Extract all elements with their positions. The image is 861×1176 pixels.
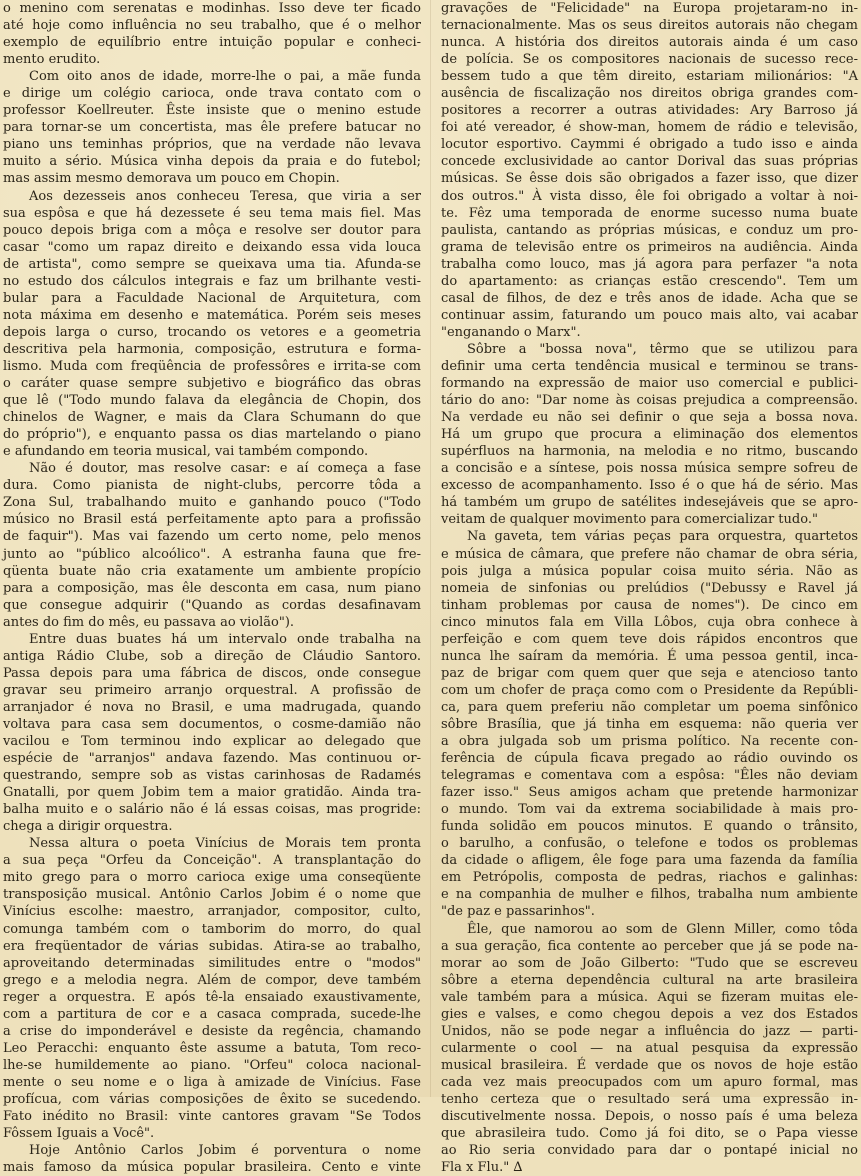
text-line: morar ao som de João Gilberto: "Tudo que se escreveu bbox=[441, 955, 858, 971]
text-line: Sôbre a "bossa nova", têrmo que se utilizou para bbox=[467, 341, 858, 357]
text-line: arranjador é nova no Brasil, e uma madrugada, quando bbox=[3, 699, 421, 715]
text-line: concede exclusividade ao cantor Dorival das suas próprias bbox=[441, 154, 858, 170]
text-line: e música de câmara, que prefere não chamar de obra séria, bbox=[441, 546, 858, 562]
text-line: antes do fim do mês, eu passava ao violão"). bbox=[3, 614, 295, 630]
text-line: ausência de fiscalização nos direitos obriga grandes com- bbox=[441, 86, 858, 102]
text-line: questrando, sempre sob as vistas carinhosas de Radamés bbox=[3, 768, 421, 784]
text-line: a crise do imponderável e desiste da regência, chamando bbox=[3, 1023, 421, 1039]
text-line: exemplo de equilíbrio entre intuição popular e conheci- bbox=[3, 35, 421, 51]
text-line: musical brasileira. É verdade que os novos de hoje estão bbox=[441, 1057, 858, 1073]
text-line: chega a dirigir orquestra. bbox=[3, 819, 173, 835]
text-line: perfeição e com quem teve dois rápidos encontros que bbox=[441, 631, 858, 647]
text-line: formando na expressão de maior uso comercial e publici- bbox=[441, 376, 858, 392]
text-line: Passa depois para uma fábrica de discos, onde consegue bbox=[3, 665, 421, 681]
text-line: para a composição, mas êle desconta em casa, num piano bbox=[3, 580, 421, 596]
text-line: Fato inédito no Brasil: vinte cantores gravam "Se Todos bbox=[3, 1109, 421, 1125]
text-line: Fôssem Iguais a Você". bbox=[3, 1126, 155, 1142]
text-line: bessem tudo a que têm direito, estariam milionários: "A bbox=[441, 69, 858, 85]
text-line: qüenta buate não cria exatamente um ambiente propício bbox=[3, 563, 421, 579]
text-line: Hoje Antônio Carlos Jobim é porventura o nome bbox=[29, 1143, 421, 1159]
text-line: mento erudito. bbox=[3, 52, 101, 68]
text-line: Gnatalli, por quem Jobim tem a maior gratidão. Ainda tra- bbox=[3, 785, 421, 801]
text-line: no estudo dos cálculos integrais e faz um brilhante vesti- bbox=[3, 273, 421, 289]
text-line: comunga também com o tamborim do morro, do qual bbox=[3, 921, 421, 937]
text-line: vale também para a música. Aqui se fizeram muitas ele- bbox=[441, 989, 858, 1005]
text-line: cada vez mais preocupados com um apuro formal, mas bbox=[441, 1074, 858, 1090]
text-line: descritiva pela harmonia, composição, estrutura e forma- bbox=[3, 341, 421, 357]
text-line: gravar seu primeiro arranjo orquestral. A profissão de bbox=[3, 682, 421, 698]
text-line: pouco depois briga com a môça e resolve ser doutor para bbox=[3, 222, 421, 238]
text-line: lismo. Muda com freqüência de professôres e irrita-se com bbox=[3, 358, 421, 374]
text-line: junto ao "público alcoólico". A estranha fauna que fre- bbox=[3, 546, 421, 562]
text-line: mais famoso da música popular brasileira. Cento e vinte bbox=[3, 1160, 421, 1176]
text-line: a sua peça "Orfeu da Conceição". A transplantação do bbox=[3, 853, 421, 869]
text-line: nunca. A história dos direitos autorais ainda é um caso bbox=[441, 35, 858, 51]
text-line: depois larga o curso, trocando os vetores e a geometria bbox=[3, 324, 421, 340]
text-line: de artista", como sempre se queixava uma tia. Afunda-se bbox=[3, 256, 421, 272]
text-line: supérfluos na harmonia, na melodia e no ritmo, buscando bbox=[441, 444, 858, 460]
text-line: mente o seu nome e o liga à amizade de Vinícius. Fase bbox=[3, 1074, 421, 1090]
text-line: pois julga a música popular coisa muito séria. Não as bbox=[441, 563, 858, 579]
text-line: muito a sério. Música vinha depois da praia e do futebol; bbox=[3, 154, 421, 170]
text-line: com um chofer de praça como com o Presidente da Repúbli- bbox=[441, 682, 858, 698]
text-line: o caráter quase sempre subjetivo e biográfico das obras bbox=[3, 376, 421, 392]
text-line: discutivelmente nossa. Depois, o nosso país é uma beleza bbox=[441, 1109, 858, 1125]
text-line: tário do ano: "Dar nome às coisas prejudica a compreensão. bbox=[441, 393, 858, 409]
text-line: que consegue adquirir ("Quando as cordas desafinavam bbox=[3, 597, 421, 613]
text-line: cinco minutos fala em Villa Lôbos, cuja obra conhece à bbox=[441, 614, 858, 630]
text-line: Não é doutor, mas resolve casar: e aí começa a fase bbox=[29, 461, 421, 477]
text-line: transposição musical. Antônio Carlos Jobim é o nome que bbox=[3, 887, 421, 903]
text-line: chinelos de Wagner, e mais da Clara Schumann do que bbox=[3, 410, 421, 426]
text-line: e afundando em teoria musical, vai também compondo. bbox=[3, 444, 369, 460]
text-line: ferência de cúpula ficava pregado ao rádio ouvindo os bbox=[441, 751, 858, 767]
text-line: dura. Como pianista de night-clubs, percorre tôda a bbox=[3, 478, 421, 494]
text-line: voltava para casa sem documentos, o cosme-damião não bbox=[3, 716, 421, 732]
text-line: piano uns teminhas próprios, que na verdade não levava bbox=[3, 137, 421, 153]
text-line: com a partitura de cor e a casaca comprada, sucede-lhe bbox=[3, 1006, 421, 1022]
text-line: que lê ("Todo mundo falava da elegância de Chopin, dos bbox=[3, 393, 421, 409]
text-line: a sua geração, fica contente ao perceber que já se pode na- bbox=[441, 938, 858, 954]
text-line: profícua, com várias composições de êxito se sucedendo. bbox=[3, 1092, 421, 1107]
text-line: bular para a Faculdade Nacional de Arquitetura, com bbox=[3, 290, 421, 306]
text-line: gies e valses, e como chegou depois a vez dos Estados bbox=[441, 1006, 858, 1022]
text-line: a obra julgada sob um prisma político. Na recente con- bbox=[441, 734, 858, 750]
text-line: sôbre Brasília, que já tinha em esquema: não queria ver bbox=[441, 716, 858, 732]
text-line: fazer isso." Seus amigos acham que pretende harmonizar bbox=[441, 785, 858, 801]
text-line: Nessa altura o poeta Vinícius de Morais tem pronta bbox=[29, 836, 421, 852]
text-line: e na companhia de mulher e filhos, trabalha num ambiente bbox=[441, 887, 858, 903]
text-line: tinham problemas por causa de nomes"). De cinco em bbox=[441, 597, 858, 613]
text-line: era freqüentador de várias subidas. Atira-se ao trabalho, bbox=[3, 938, 421, 954]
text-line: músicas. Se êsse dois são obrigados a fazer isso, que dizer bbox=[441, 171, 858, 187]
text-line: grama de televisão entre os primeiros na audiência. Ainda bbox=[441, 239, 858, 255]
text-line: grego e a melodia negra. Além de compor, deve também bbox=[3, 972, 421, 988]
text-line: nomeia de sinfonias ou prelúdios ("Debussy e Ravel já bbox=[441, 580, 858, 596]
text-line: nunca lhe saíram da memória. É uma pessoa gentil, inca- bbox=[441, 648, 858, 664]
text-line: locutor esportivo. Caymmi é obrigado a tudo isso e ainda bbox=[441, 137, 858, 153]
text-line: Aos dezesseis anos conheceu Teresa, que viria a ser bbox=[29, 188, 421, 204]
text-line: casar "como um rapaz direito e deixando essa vida louca bbox=[3, 239, 421, 255]
text-line: "enganando o Marx". bbox=[441, 324, 581, 340]
text-line: balha muito e o salário não é lá essas coisas, mas progride: bbox=[3, 802, 421, 818]
text-line: ca, para quem preferiu não completar um poema sinfônico bbox=[441, 699, 858, 715]
text-line: sôbre a eterna dependência cultural na arte brasileira bbox=[441, 972, 858, 988]
text-line: positores a recorrer a outras atividades: Ary Barroso já bbox=[441, 103, 858, 119]
text-line: ao Rio seria convidado para dar o pontapé inicial no bbox=[441, 1143, 858, 1159]
text-line: do apartamento: as crianças estão crescendo". Tem um bbox=[441, 273, 858, 289]
text-line: em Petrópolis, composta de pedras, riachos e galinhas: bbox=[441, 870, 858, 886]
text-line: e dirige um colégio carioca, onde trava contato com o bbox=[3, 86, 421, 102]
text-line: professor Koellreuter. Êste insiste que o menino estude bbox=[3, 103, 421, 119]
text-line: Na gaveta, tem várias peças para orquestra, quartetos bbox=[467, 529, 858, 545]
text-line: músico no Brasil está perfeitamente apto para a profissão bbox=[3, 512, 421, 528]
text-line: funda solidão em poucos minutos. E quando o trânsito, bbox=[441, 819, 858, 835]
text-line: telegramas e comentava com a espôsa: "Êles não deviam bbox=[441, 768, 858, 784]
text-line: casal de filhos, de dez e três anos de idade. Acha que se bbox=[441, 290, 858, 306]
text-line: Há um grupo que procura a eliminação dos elementos bbox=[441, 427, 858, 443]
text-line: gravações de "Felicidade" na Europa projetaram-no in- bbox=[441, 1, 858, 16]
text-line: Fla x Flu." ∆ bbox=[441, 1160, 523, 1176]
text-line: sua espôsa e que há dezessete é seu tema mais fiel. Mas bbox=[3, 205, 421, 221]
text-line: paulista, cantando as próprias músicas, e conduz um pro- bbox=[441, 222, 858, 238]
text-line: te. Fêz uma temporada de enorme sucesso numa buate bbox=[441, 205, 858, 221]
text-line: Entre duas buates há um intervalo onde trabalha na bbox=[29, 631, 421, 647]
text-line: nota máxima em desenho e matemática. Porém seis meses bbox=[3, 307, 421, 323]
text-line: de polícia. Se os compositores nacionais de sucesso rece- bbox=[441, 52, 858, 68]
text-line: o mundo. Tom vai da extrema sociabilidade à mais pro- bbox=[441, 802, 858, 818]
text-line: trabalha como louco, mas já agora para perfazer "a nota bbox=[441, 256, 858, 272]
text-line: Na verdade eu não sei definir o que seja a bossa nova. bbox=[441, 410, 858, 426]
text-line: Leo Peracchi: enquanto êste assume a batuta, Tom reco- bbox=[3, 1040, 421, 1056]
text-line: vacilou e Tom terminou indo explicar ao delegado que bbox=[3, 734, 421, 750]
text-line: de faquir"). Mas vai fazendo um certo nome, pelo menos bbox=[3, 529, 421, 545]
text-line: há também um grupo de satélites indesejáveis que se apro- bbox=[441, 495, 858, 511]
right-text-column bbox=[441, 0, 858, 1176]
text-line: "de paz e passarinhos". bbox=[441, 904, 595, 920]
text-line: Com oito anos de idade, morre-lhe o pai, a mãe funda bbox=[29, 69, 421, 85]
text-line: antiga Rádio Clube, sob a direção de Cláudio Santoro. bbox=[3, 648, 421, 664]
text-line: tenho certeza que o resultado será uma expressão in- bbox=[441, 1092, 858, 1107]
text-line: dos outros." À vista disso, êle foi obrigado a voltar à noi- bbox=[441, 188, 858, 204]
text-line: mito grego para o morro carioca exige uma conseqüente bbox=[3, 870, 421, 886]
text-line: Êle, que namorou ao som de Glenn Miller, como tôda bbox=[467, 921, 858, 937]
text-line: cularmente o cool — na atual pesquisa da expressão bbox=[441, 1040, 858, 1056]
text-line: lhe-se humildemente ao piano. "Orfeu" coloca nacional- bbox=[3, 1057, 421, 1073]
text-line: veitam de qualquer movimento para comercializar tudo." bbox=[441, 512, 818, 528]
left-text-column bbox=[3, 0, 421, 1176]
text-line: Zona Sul, trabalhando muito e ganhando pouco ("Todo bbox=[3, 495, 421, 511]
text-line: paz de brigar com quem quer que seja e atencioso tanto bbox=[441, 665, 858, 681]
text-line: espécie de "arranjos" andava fazendo. Mas continuou or- bbox=[3, 751, 421, 767]
text-line: o menino com serenatas e modinhas. Isso deve ter ficado bbox=[3, 1, 421, 16]
text-line: para tornar-se um concertista, mas êle prefere batucar no bbox=[3, 120, 421, 136]
text-line: continuar assim, faturando um pouco mais alto, vai acabar bbox=[441, 307, 858, 323]
text-line: que abrasileira tudo. Como já foi dito, se o Papa viesse bbox=[441, 1126, 858, 1142]
text-line: Vinícius escolhe: maestro, arranjador, compositor, culto, bbox=[3, 904, 421, 920]
text-line: até hoje como influência no seu trabalho, que é o melhor bbox=[3, 18, 421, 34]
column-gutter bbox=[430, 0, 431, 1097]
text-line: aproveitando determinadas similitudes entre o "modos" bbox=[3, 955, 421, 971]
text-line: definir uma certa tendência musical e terminou se trans- bbox=[441, 358, 858, 374]
text-line: o barulho, a confusão, o telefone e todos os problemas bbox=[441, 836, 858, 852]
text-line: excesso de acompanhamento. Isso é o que há de sério. Mas bbox=[441, 478, 858, 494]
text-line: da cidade o afligem, êle foge para uma fazenda da família bbox=[441, 853, 858, 869]
text-line: mas assim mesmo demorava um pouco em Chopin. bbox=[3, 171, 340, 187]
text-line: Unidos, não se pode negar a influência do jazz — parti- bbox=[441, 1023, 858, 1039]
text-line: foi até vereador, é show-man, homem de rádio e televisão, bbox=[441, 120, 858, 136]
text-line: do próprio"), e enquanto passa os dias martelando o piano bbox=[3, 427, 421, 443]
text-line: a concisão e a síntese, pois nossa música sempre sofreu de bbox=[441, 461, 858, 477]
text-line: ternacionalmente. Mas os seus direitos autorais não chegam bbox=[441, 18, 858, 34]
text-line: reger a orquestra. E após tê-la ensaiado exaustivamente, bbox=[3, 989, 421, 1005]
